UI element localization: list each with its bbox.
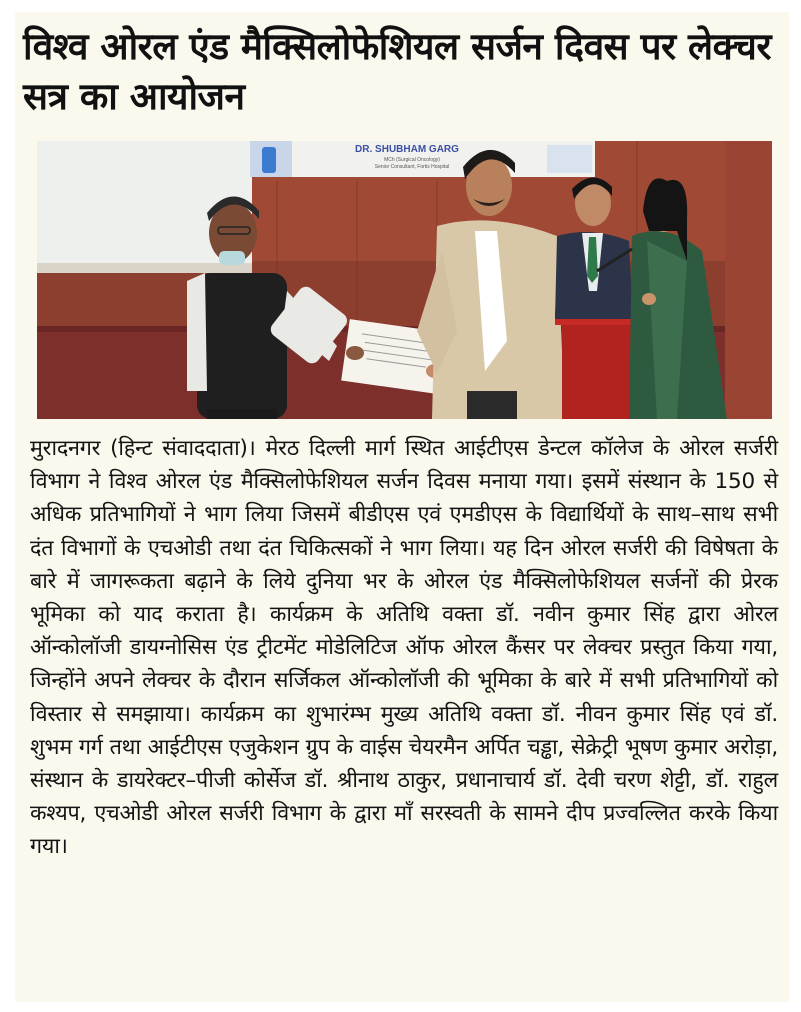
- article-body: मुरादनगर (हिन्ट संवाददाता)। मेरठ दिल्ली मार्ग स्थित आईटीएस डेन्टल कॉलेज के ओरल सर्जरी विभाग ने विश्व ओरल एंड मैक्सिलोफेशियल सर्जन दिवस मनाया गया। इसमें संस्थान के 150 से अधिक प्रतिभागियों ने भाग लिया जिसमें बीडीएस एवं एमडीएस के विद्यार्थियों के साथ–साथ सभी दंत विभागों के एचओडी तथा दंत चिकित्सकों ने भाग लिया। यह दिन ओरल सर्जरी की विषेषता के बारे में जागरूकता बढ़ाने के लिये दुनिया भर के ओरल एंड मैक्सिलोफेशियल सर्जनों की प्रेरक भूमिका को याद कराता है। कार्यक्रम के अतिथि वक्ता डॉ. नवीन कुमार सिंह द्वारा ओरल ऑन्कोलॉजी डायग्नोसिस एंड ट्रीटमेंट मोडेलिटिज ऑफ ओरल कैंसर पर लेक्चर प्रस्तुत किया गया, जिन्होंने अपने लेक्चर के दौरान सर्जिकल ऑन्कोलॉजी की भूमिका के बारे में सभी प्रतिभागियों को विस्तार से समझाया। कार्यक्रम का शुभारंम्भ मुख्य अतिथि वक्ता डॉ. नीवन कुमार सिंह एवं डॉ. शुभम गर्ग तथा आईटीएस एजुकेशन ग्रुप के वाईस चेयरमैन अर्पित चड्ढा, सेक्रेट्री भूषण कुमार अरोड़ा, संस्थान के डायरेक्टर–पीजी कोर्सेज डॉ. श्रीनाथ ठाकुर, प्रधानाचार्य डॉ. देवी चरण शेट्टी, डॉ. राहुल कश्यप, एचओडी ओरल सर्जरी विभाग के द्वारा माँ सरस्वती के सामने दीप प्रज्वल्लित करके किया गया।: [30, 436, 778, 860]
- banner-line-1: MCh (Surgical Oncology): [384, 157, 440, 163]
- banner-name: DR. SHUBHAM GARG: [355, 144, 459, 155]
- headline: विश्व ओरल एंड मैक्सिलोफेशियल सर्जन दिवस पर लेक्चर सत्र का आयोजन: [23, 25, 772, 118]
- event-photo: [37, 141, 772, 419]
- banner-line-2: Senior Consultant, Fortis Hospital: [374, 164, 450, 170]
